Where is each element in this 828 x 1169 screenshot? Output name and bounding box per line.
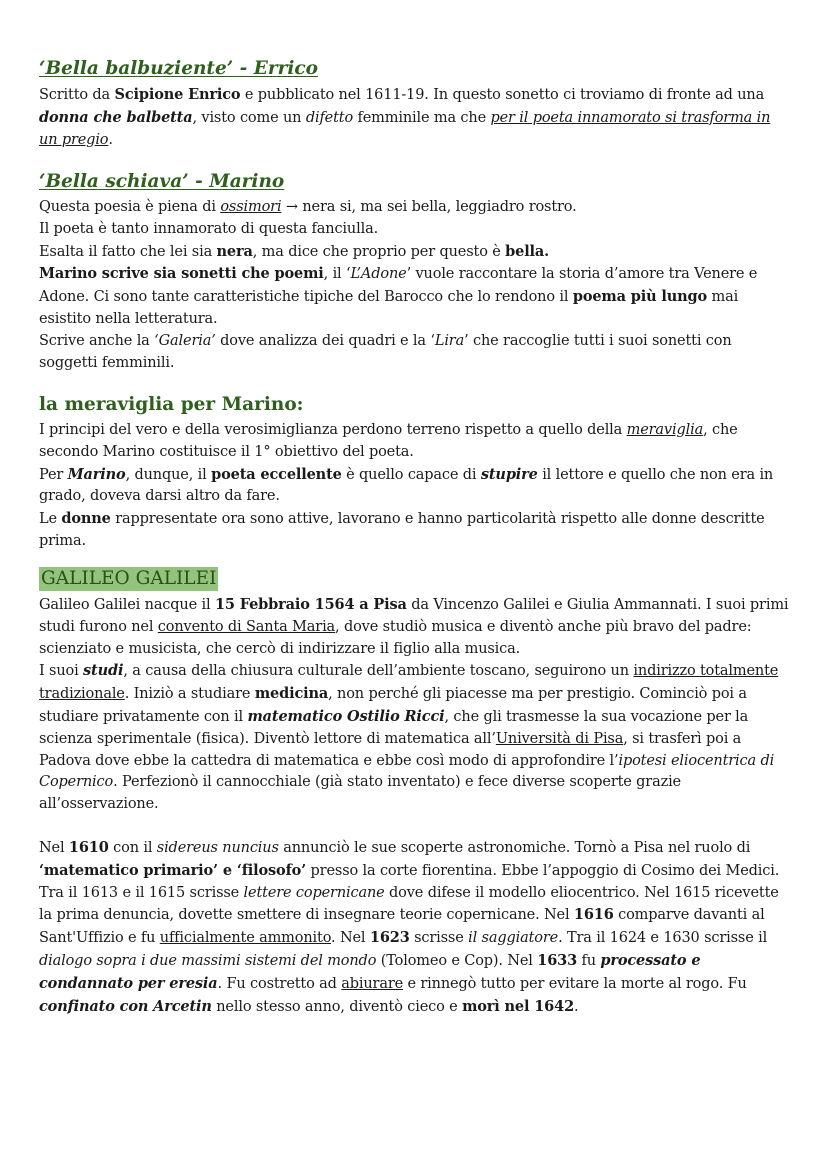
text-run: . Fu costretto ad	[217, 975, 342, 992]
section-heading-highlighted: GALILEO GALILEI	[41, 568, 217, 589]
text-run: scrisse	[409, 930, 469, 947]
text-run: Esalta il fatto che lei sia	[39, 243, 217, 260]
text-run: 1610	[68, 838, 109, 856]
section-meraviglia	[39, 393, 791, 553]
text-run: poeta eccellente	[211, 465, 342, 483]
text-run: e rinnegò tutto per evitare la morte al rogo. Fu	[403, 975, 747, 992]
text-run: da Vincenzo Galilei e Giulia Ammannati. I suoi primi studi furono nel	[39, 597, 789, 635]
text-run: , non perché gli piacesse ma per prestigio. Cominciò poi a studiare privatamente con il	[39, 686, 747, 725]
text-run: 1623	[369, 929, 410, 947]
text-run: convento di Santa Maria	[157, 618, 336, 635]
text-run: Università di Pisa	[495, 730, 624, 747]
section-heading: ‘Bella balbuziente’ - Errico	[39, 58, 318, 79]
text-run: è quello capace di	[341, 466, 481, 483]
text-run: Le	[39, 511, 62, 528]
text-run: , che secondo Marino costituisce il 1° obiettivo del poeta.	[39, 422, 738, 460]
text-run: ‘Galeria’	[154, 332, 216, 349]
section-heading: la meraviglia per Marino:	[39, 394, 304, 415]
text-run: . Perfezionò il cannocchiale (già stato inventato) e fece diverse scoperte grazie all’osservazione.	[39, 774, 681, 813]
text-run: Marino	[67, 465, 126, 483]
text-run: dialogo sopra i due massimi sistemi del mondo	[39, 952, 377, 969]
text-run: donne	[61, 510, 111, 528]
paragraph	[39, 197, 791, 219]
text-run: difetto	[305, 109, 354, 126]
text-run: confinato con Arcetin	[39, 997, 212, 1015]
text-run: , a causa della chiusura culturale dell’ambiente toscano, seguirono un	[123, 663, 634, 680]
text-run: → nera si, ma sei bella, leggiadro rostro.	[281, 199, 577, 215]
text-run: ipotesi eliocentrica di Copernico	[39, 752, 775, 791]
paragraph	[39, 837, 791, 1018]
text-run: femminile ma che	[353, 109, 491, 126]
text-run: dove difese il modello eliocentrico. Nel 1615 ricevette la prima denuncia, dovette smettere di insegnare teorie copernicane. Nel	[39, 884, 779, 924]
text-run: 15 Febbraio 1564 a Pisa	[214, 596, 407, 613]
text-run: ‘matematico primario’ e ‘filosofo’	[39, 861, 307, 879]
text-run: , si trasferì poi a Padova dove ebbe la cattedra di matematica e ebbe così modo di approfondire l’	[39, 730, 742, 769]
text-run: Scritto da	[39, 87, 115, 103]
text-run: (Tolomeo e Cop). Nel	[376, 952, 538, 969]
text-run: e pubblicato nel 1611-19. In questo sonetto ci troviamo di fronte ad una	[240, 87, 765, 103]
text-run: ’ vuole raccontare la storia d’amore tra Venere e Adone. Ci sono tante caratteristiche tipiche del Barocco che lo rendono il	[39, 266, 758, 306]
paragraph	[39, 219, 791, 241]
section-bella-schiava	[39, 170, 791, 374]
text-run: I principi del vero e della verosimiglianza perdono terreno rispetto a quello della	[39, 422, 627, 438]
text-run: con il	[108, 839, 157, 856]
text-run: rappresentate ora sono attive, lavorano e hanno particolarità rispetto alle donne descritte prima.	[39, 511, 765, 549]
text-run: il lettore e quello che non era in grado, doveva darsi altro da fare.	[39, 466, 774, 505]
text-run: , che gli trasmesse la sua vocazione per la scienza sperimentale (fisica). Diventò lettore di matematica all’	[39, 708, 749, 747]
text-run: , visto come un	[192, 109, 306, 126]
text-run: il saggiatore	[468, 930, 559, 947]
text-run: matematico Ostilio Ricci	[247, 707, 445, 725]
text-run: poema più lungo	[572, 288, 708, 306]
text-run: Per	[39, 466, 68, 483]
text-run: sidereus nuncius	[156, 839, 279, 856]
text-run: Galileo Galilei nacque il	[39, 597, 215, 613]
text-run: donna che balbetta	[39, 108, 193, 126]
text-run: nello stesso anno, diventò cieco e	[211, 998, 463, 1015]
paragraph	[39, 331, 791, 375]
text-run: stupire	[480, 465, 538, 483]
paragraph	[39, 84, 791, 151]
text-run: mai esistito nella letteratura.	[39, 289, 739, 327]
text-run: Il poeta è tanto innamorato di questa fanciulla.	[39, 220, 379, 237]
text-run: , ma dice che proprio per questo è	[252, 243, 506, 260]
text-run: studi	[83, 662, 124, 680]
text-run: per il poeta innamorato si trasforma in un pregio	[39, 109, 771, 148]
text-run: dove analizza dei quadri e la ‘	[215, 332, 435, 349]
text-run: fu	[577, 952, 601, 969]
text-run: medicina	[254, 685, 329, 703]
text-run: Scipione Enrico	[114, 86, 241, 103]
text-run: nera	[216, 242, 253, 260]
text-run: processato e condannato per eresia	[39, 951, 701, 992]
text-run: presso la corte fiorentina. Ebbe l’appoggio di Cosimo dei Medici. Tra il 1613 e il 1615 scrisse	[39, 862, 780, 901]
paragraph	[39, 241, 791, 264]
text-run: ossimori	[220, 199, 282, 215]
text-run: .	[108, 131, 113, 148]
text-run: bella.	[505, 242, 550, 260]
text-run: Questa poesia è piena di	[39, 199, 221, 215]
text-run: indirizzo totalmente tradizionale	[39, 663, 779, 703]
section-galileo	[39, 567, 791, 1018]
text-run: morì nel 1642	[462, 997, 575, 1015]
text-run: comparve davanti al Sant'Uffizio e fu	[39, 907, 765, 947]
paragraph	[39, 660, 791, 816]
text-run: meraviglia	[626, 422, 704, 438]
text-run: ’ che raccoglie tutti i suoi sonetti con soggetti femminili.	[39, 332, 732, 371]
paragraph	[39, 263, 791, 330]
text-run: .	[574, 998, 579, 1015]
text-run: . Iniziò a studiare	[124, 686, 255, 703]
text-run: I suoi	[39, 663, 84, 680]
text-run: annunciò le sue scoperte astronomiche. Tornò a Pisa nel ruolo di	[278, 839, 751, 856]
text-run: abiurare	[341, 975, 404, 992]
text-run: , dunque, il	[125, 466, 212, 483]
text-run: Marino scrive sia sonetti che poemi	[39, 265, 324, 283]
paragraph	[39, 508, 791, 553]
text-run: . Nel	[331, 930, 370, 947]
text-run: 1633	[537, 951, 578, 969]
text-run: ufficialmente ammonito	[159, 930, 332, 947]
paragraph	[39, 594, 791, 660]
text-run: Scrive anche la	[39, 332, 155, 349]
text-run: 1616	[573, 906, 614, 924]
text-run: , il ‘	[323, 266, 351, 283]
section-bella-balbuziente	[39, 57, 791, 151]
section-heading: ‘Bella schiava’ - Marino	[39, 171, 285, 192]
text-run: Nel	[39, 839, 69, 856]
text-run: , dove studiò musica e diventò anche più bravo del padre: scienziato e musicista, che cercò di indirizzare il figlio alla musica.	[39, 618, 752, 657]
text-run: . Tra il 1624 e 1630 scrisse il	[558, 930, 768, 947]
text-run: Lira	[434, 332, 465, 349]
paragraph	[39, 464, 791, 509]
paragraph	[39, 420, 791, 464]
text-run: L’Adone	[350, 266, 407, 283]
text-run: lettere copernicane	[243, 884, 385, 901]
